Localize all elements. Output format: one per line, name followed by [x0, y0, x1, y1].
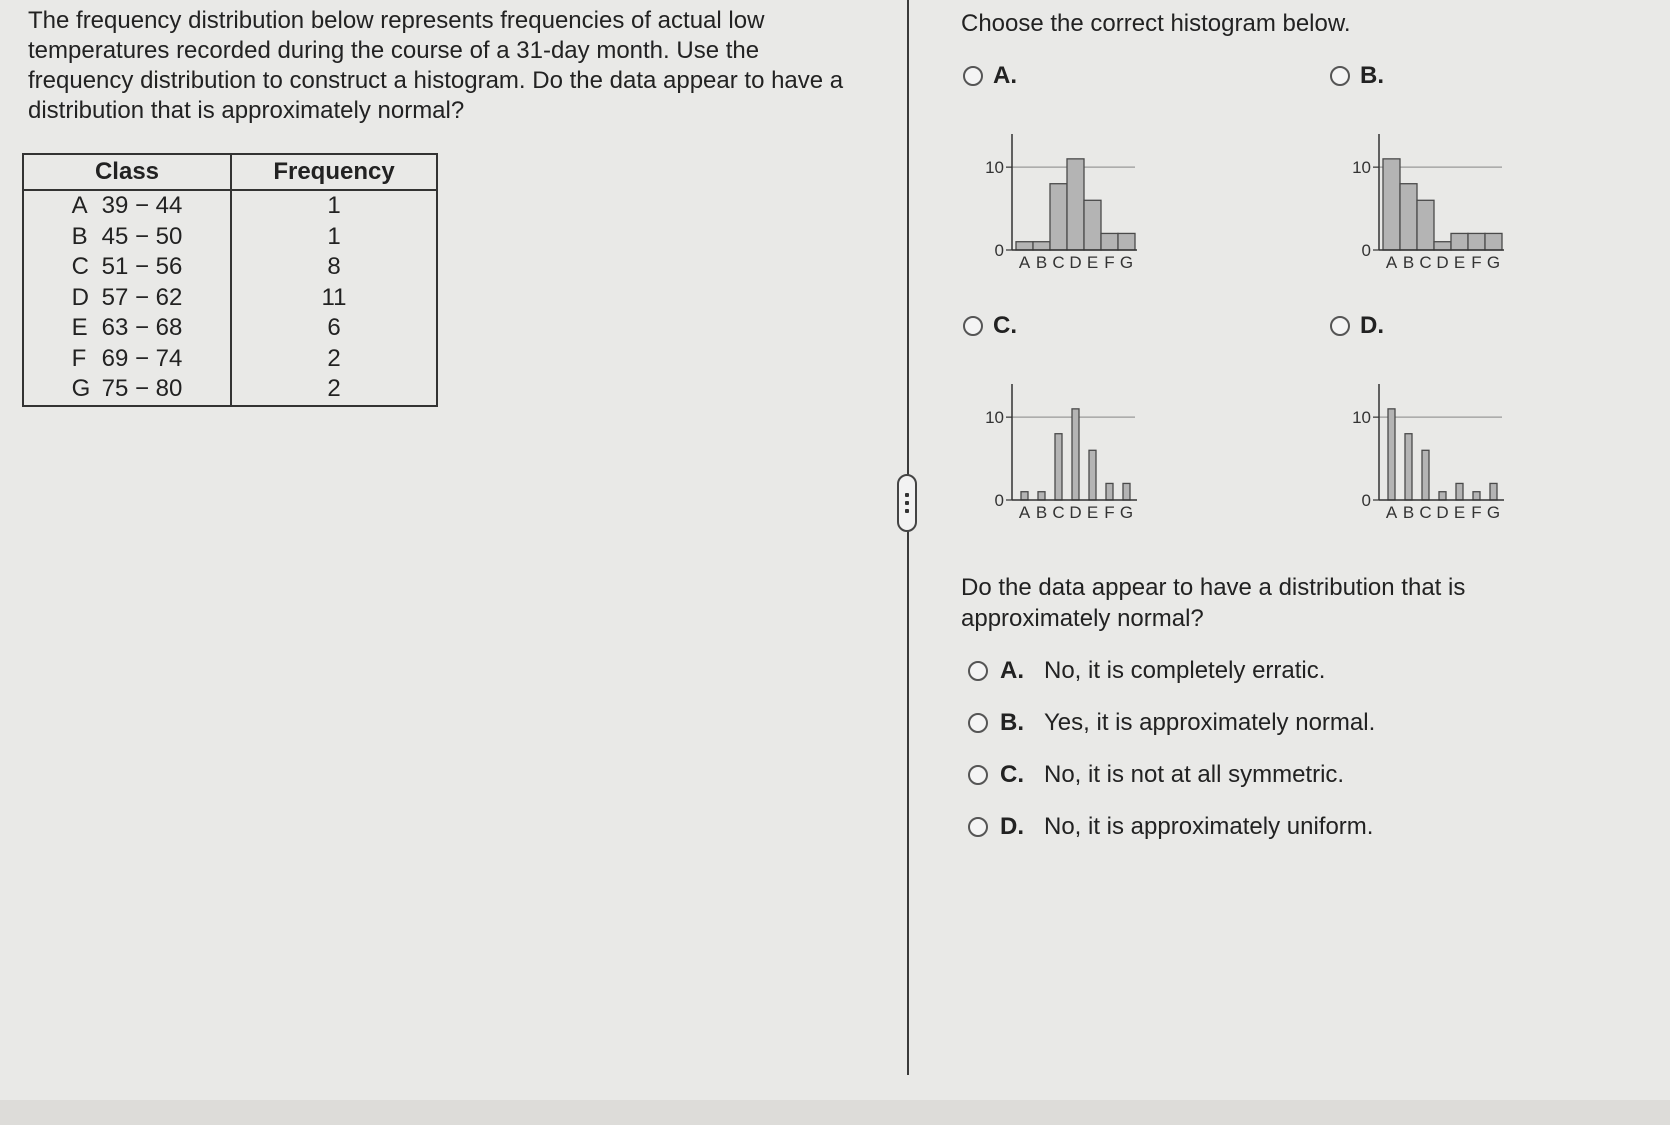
option-label: B. [1360, 62, 1384, 89]
histogram-bar [1050, 184, 1067, 250]
class-letter: G [71, 375, 91, 403]
class-letter: F [71, 344, 87, 372]
x-category-label: C [1419, 503, 1432, 520]
y-tick-label: 0 [1361, 241, 1371, 260]
histogram-plot [1339, 130, 1514, 270]
class-range: 75 − 80 [101, 375, 183, 403]
answer-letter: B. [1000, 709, 1024, 736]
answer-text: Yes, it is approximately normal. [1044, 709, 1376, 736]
histogram-bar [1106, 483, 1113, 500]
x-category-label: E [1453, 503, 1466, 520]
histogram-bar [1021, 492, 1028, 500]
x-category-label: A [1385, 503, 1398, 520]
histogram-bar [1439, 492, 1446, 500]
histogram-bar [1490, 483, 1497, 500]
histogram-b [1339, 130, 1514, 270]
histogram-option-b[interactable] [1330, 62, 1384, 90]
x-category-label: G [1486, 253, 1501, 270]
frequency-table [22, 153, 438, 407]
x-category-label: E [1086, 253, 1099, 270]
x-category-label: D [1069, 253, 1082, 270]
histogram-plot [1339, 380, 1514, 520]
frequency-value: 2 [327, 375, 341, 403]
class-letter: C [71, 253, 89, 281]
bottom-band [0, 1100, 1670, 1125]
histogram-option-a[interactable] [963, 62, 1017, 90]
histogram-bar [1123, 483, 1130, 500]
histogram-bar [1417, 200, 1434, 250]
x-category-label: B [1402, 253, 1415, 270]
x-category-label: B [1035, 253, 1048, 270]
histogram-bar [1055, 434, 1062, 500]
histogram-a [972, 130, 1147, 270]
histogram-bar [1434, 242, 1451, 250]
x-category-label: F [1471, 253, 1482, 270]
frequency-value: 11 [321, 283, 347, 311]
frequency-value: 1 [327, 192, 341, 220]
answer-text: No, it is approximately uniform. [1044, 813, 1374, 840]
option-label: D. [1360, 312, 1384, 339]
frequency-value: 2 [327, 344, 341, 372]
option-label: A. [993, 62, 1017, 89]
radio-button[interactable] [968, 661, 988, 681]
class-letter: D [71, 283, 89, 311]
histogram-option-c[interactable] [963, 312, 1017, 340]
radio-button[interactable] [963, 316, 983, 336]
answer-pane [912, 0, 1670, 1125]
histogram-bar [1405, 434, 1412, 500]
class-letter: B [71, 222, 88, 250]
frequency-value: 8 [327, 253, 341, 281]
class-range: 39 − 44 [101, 192, 183, 220]
class-range: 45 − 50 [101, 222, 183, 250]
header-class: Class [23, 154, 231, 190]
x-category-label: G [1119, 503, 1134, 520]
x-category-label: C [1052, 503, 1065, 520]
table-row [23, 283, 437, 314]
histogram-bar [1468, 233, 1485, 250]
table-row [23, 190, 437, 222]
class-range: 69 − 74 [101, 344, 183, 372]
histogram-bar [1118, 233, 1135, 250]
answer-option-b[interactable] [968, 709, 1375, 737]
histogram-bar [1016, 242, 1033, 250]
radio-button[interactable] [963, 66, 983, 86]
radio-button[interactable] [1330, 316, 1350, 336]
frequency-value: 1 [327, 222, 341, 250]
normal-question-prompt: Do the data appear to have a distribution that is approximately normal? [961, 574, 1466, 632]
y-tick-label: 10 [985, 408, 1004, 428]
histogram-bar [1485, 233, 1502, 250]
histogram-bar [1473, 492, 1480, 500]
grip-dot-icon [905, 509, 909, 513]
answer-letter: D. [1000, 813, 1024, 840]
x-category-label: B [1402, 503, 1415, 520]
class-letter: E [71, 314, 88, 342]
class-letter: A [71, 192, 88, 220]
histogram-bar [1400, 184, 1417, 250]
histogram-plot [972, 130, 1147, 270]
histogram-bar [1038, 492, 1045, 500]
histogram-bar [1456, 483, 1463, 500]
histogram-option-d[interactable] [1330, 312, 1384, 340]
answer-letter: C. [1000, 761, 1024, 788]
grip-dot-icon [905, 501, 909, 505]
answer-option-c[interactable] [968, 761, 1344, 789]
frequency-value: 6 [327, 314, 341, 342]
table-header-row [23, 154, 437, 190]
question-text: The frequency distribution below represents frequencies of actual low temperatures recorded during the course of a 31-day month. Use the frequency distribution to construct a histogram. Do the data appear to have a distribution that is approximately normal? [28, 7, 844, 124]
x-category-label: F [1104, 253, 1115, 270]
table-row [23, 252, 437, 283]
x-category-label: A [1385, 253, 1398, 270]
answer-option-d[interactable] [968, 813, 1373, 841]
x-category-label: E [1086, 503, 1099, 520]
radio-button[interactable] [1330, 66, 1350, 86]
x-category-label: C [1052, 253, 1065, 270]
answer-letter: A. [1000, 657, 1024, 684]
histogram-bar [1101, 233, 1118, 250]
x-category-label: A [1018, 253, 1031, 270]
x-category-label: B [1035, 503, 1048, 520]
histogram-bar [1084, 200, 1101, 250]
class-range: 51 − 56 [101, 253, 183, 281]
class-range: 57 − 62 [101, 283, 183, 311]
histogram-c [972, 380, 1147, 520]
x-category-label: G [1486, 503, 1501, 520]
x-category-label: A [1018, 503, 1031, 520]
histogram-plot [972, 380, 1147, 520]
y-tick-label: 10 [1352, 158, 1371, 178]
y-tick-label: 0 [1361, 491, 1371, 510]
x-category-label: F [1471, 503, 1482, 520]
histogram-bar [1422, 450, 1429, 500]
histogram-bar [1072, 409, 1079, 500]
histogram-prompt: Choose the correct histogram below. [961, 10, 1351, 37]
table-row [23, 222, 437, 253]
option-label: C. [993, 312, 1017, 339]
x-category-label: C [1419, 253, 1432, 270]
header-frequency: Frequency [231, 154, 437, 190]
table-row [23, 374, 437, 406]
answer-text: No, it is completely erratic. [1044, 657, 1326, 684]
radio-button[interactable] [968, 817, 988, 837]
histogram-d [1339, 380, 1514, 520]
histogram-bar [1033, 242, 1050, 250]
table-row [23, 344, 437, 375]
histogram-bar [1383, 159, 1400, 250]
y-tick-label: 10 [1352, 408, 1371, 428]
histogram-bar [1451, 233, 1468, 250]
answer-text: No, it is not at all symmetric. [1044, 761, 1345, 788]
histogram-bar [1089, 450, 1096, 500]
answer-option-a[interactable] [968, 657, 1325, 685]
x-category-label: F [1104, 503, 1115, 520]
radio-button[interactable] [968, 713, 988, 733]
pane-divider [907, 0, 909, 1075]
x-category-label: E [1453, 253, 1466, 270]
grip-dot-icon [905, 493, 909, 497]
y-tick-label: 0 [994, 491, 1004, 510]
y-tick-label: 0 [994, 241, 1004, 260]
class-range: 63 − 68 [101, 314, 183, 342]
y-tick-label: 10 [985, 158, 1004, 178]
x-category-label: D [1069, 503, 1082, 520]
histogram-bar [1067, 159, 1084, 250]
table-row [23, 313, 437, 344]
x-category-label: D [1436, 503, 1449, 520]
x-category-label: D [1436, 253, 1449, 270]
histogram-bar [1388, 409, 1395, 500]
radio-button[interactable] [968, 765, 988, 785]
x-category-label: G [1119, 253, 1134, 270]
